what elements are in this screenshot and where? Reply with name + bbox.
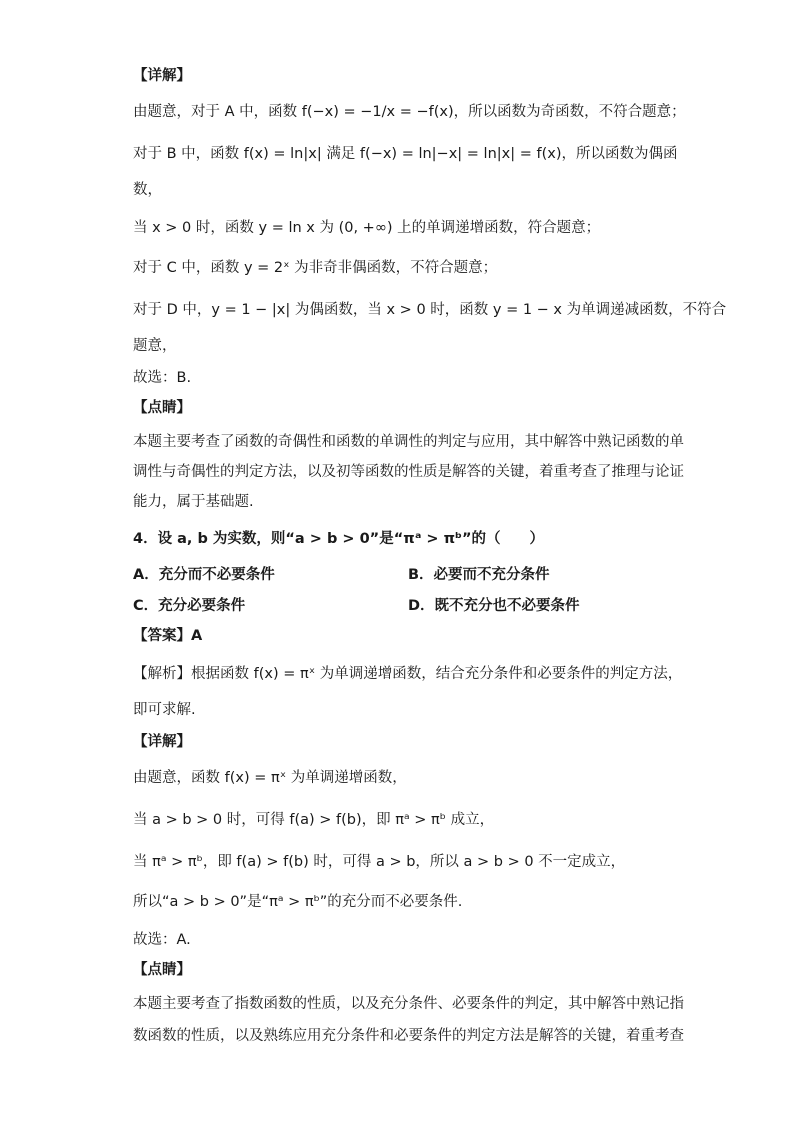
text-line: 数函数的性质，以及熟练应用充分条件和必要条件的判定方法是解答的关键，着重考查: [133, 1028, 684, 1044]
text-line: 当 πᵃ > πᵇ，即 f(a) > f(b) 时，可得 a > b，所以 a > b > 0 不一定成立，: [133, 854, 626, 870]
text-line: 当 a > b > 0 时，可得 f(a) > f(b)，即 πᵃ > πᵇ 成立，: [133, 812, 495, 828]
section-heading-comment: 【点睛】: [133, 400, 191, 416]
option-a: A．充分而不必要条件: [133, 567, 275, 583]
text-line: 故选：B.: [133, 370, 192, 386]
option-c: C．充分必要条件: [133, 598, 246, 614]
option-d: D．既不充分也不必要条件: [408, 598, 580, 614]
text-line: 对于 D 中，y = 1 − |x| 为偶函数，当 x > 0 时，函数 y = 1 − x 为单调递减函数，不符合: [133, 302, 727, 318]
text-line: 能力，属于基础题.: [133, 494, 254, 510]
text-line: 所以“a > b > 0”是“πᵃ > πᵇ”的充分而不必要条件.: [133, 894, 463, 910]
section-heading-detail: 【详解】: [133, 734, 191, 750]
text-line: 故选：A.: [133, 932, 191, 948]
text-line: 数，: [133, 182, 162, 198]
text-line: 当 x > 0 时，函数 y = ln x 为 (0, +∞) 上的单调递增函数，符合题意；: [133, 220, 601, 236]
text-line: 调性与奇偶性的判定方法，以及初等函数的性质是解答的关键，着重考查了推理与论证: [133, 464, 684, 480]
text-line: 由题意，函数 f(x) = πˣ 为单调递增函数，: [133, 770, 407, 786]
text-line: 由题意，对于 A 中，函数 f(−x) = −1/x = −f(x)，所以函数为奇函数，不符合题意；: [133, 104, 686, 120]
text-line: 对于 C 中，函数 y = 2ˣ 为非奇非偶函数，不符合题意；: [133, 260, 498, 276]
answer-line: 【答案】A: [133, 628, 203, 644]
section-heading-detail: 【详解】: [133, 68, 191, 84]
question-stem: 4．设 a, b 为实数，则“a > b > 0”是“πᵃ > πᵇ”的（ ）: [133, 531, 545, 547]
section-heading-comment: 【点睛】: [133, 962, 191, 978]
text-line: 即可求解.: [133, 702, 196, 718]
option-b: B．必要而不充分条件: [408, 567, 550, 583]
text-line: 本题主要考查了指数函数的性质，以及充分条件、必要条件的判定，其中解答中熟记指: [133, 996, 684, 1012]
text-line: 对于 B 中，函数 f(x) = ln|x| 满足 f(−x) = ln|−x| = ln|x| = f(x)，所以函数为偶函: [133, 146, 678, 162]
text-line: 题意，: [133, 338, 177, 354]
text-line: 本题主要考查了函数的奇偶性和函数的单调性的判定与应用，其中解答中熟记函数的单: [133, 434, 684, 450]
analysis-line: 【解析】根据函数 f(x) = πˣ 为单调递增函数，结合充分条件和必要条件的判定方法，: [133, 666, 683, 682]
